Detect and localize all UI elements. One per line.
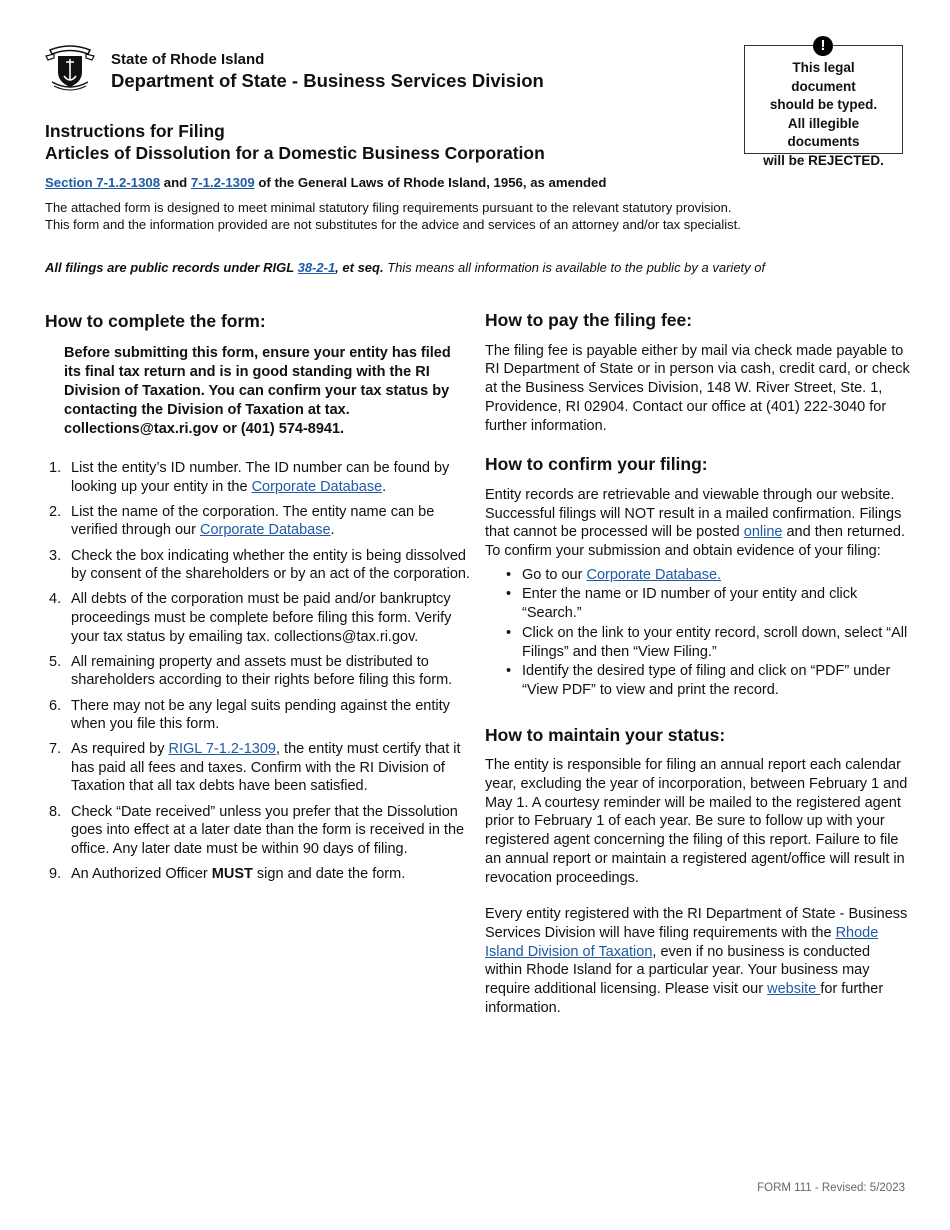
department-name: Department of State - Business Services Division bbox=[111, 70, 544, 91]
list-item: 5. All remaining property and assets must be distributed to shareholders according to their rights before filing this form. bbox=[49, 653, 453, 689]
page-title-line1: Instructions for Filing bbox=[45, 121, 225, 141]
list-item: • Enter the name or ID number of your entity and click “Search.” bbox=[506, 586, 858, 622]
rhode-island-seal-logo bbox=[44, 42, 96, 92]
confirm-steps-list bbox=[485, 566, 910, 700]
form-revision-footer: FORM 111 - Revised: 5/2023 bbox=[757, 1182, 905, 1194]
website-link[interactable]: website bbox=[767, 981, 821, 998]
filing-requirements-text: Every entity registered with the RI Department of State - Business Services Division will have filing requirements with the Rhode Island Division of Taxation, even if no business is conducted within Rhode Island for a particular year. Your business may require additional licensing. Please visit our website for further information. bbox=[485, 906, 908, 1016]
list-item: 8. Check “Date received” unless you prefer that the Dissolution goes into effect at a later date than the form is received in the office. Any later date must be within 90 days of filing. bbox=[49, 803, 465, 857]
statute-link-7-1-2-1309[interactable]: 7-1.2-1309 bbox=[190, 175, 255, 190]
complete-form-heading: How to complete the form: bbox=[45, 311, 266, 331]
statute-reference: Section 7-1.2-1308 and 7-1.2-1309 of the General Laws of Rhode Island, 1956, as amended bbox=[45, 175, 607, 190]
page-title-line2: Articles of Dissolution for a Domestic Business Corporation bbox=[45, 143, 545, 163]
list-item: • Go to our Corporate Database. bbox=[506, 566, 722, 583]
online-link[interactable]: online bbox=[743, 524, 783, 541]
statute-link-7-1-2-1308[interactable]: Section 7-1.2-1308 bbox=[45, 175, 161, 190]
confirm-filing-heading: How to confirm your filing: bbox=[485, 454, 708, 475]
disclaimer: The attached form is designed to meet minimal statutory filing requirements pursuant to the relevant statutory provision. This form and the information provided are not substitutes for the advice and services of an attorney and/or tax specialist. bbox=[45, 200, 741, 232]
list-item: • Identify the desired type of filing and click on “PDF” under “View PDF” to view and print the record. bbox=[506, 663, 891, 698]
maintain-status-text: The entity is responsible for filing an annual report each calendar year, excluding the year of incorporation, between February 1 and May 1. A courtesy reminder will be mailed to the registered agent prior to February 1 of each year. Be sure to follow up with your registered agent concerning the filing of this report. Failure to file an annual report or maintain a registered agent/office will result in revocation proceedings. bbox=[485, 757, 908, 886]
rigl-7-1-2-1309-link[interactable]: RIGL 7-1.2-1309 bbox=[168, 741, 276, 758]
list-item: • Click on the link to your entity record, scroll down, select “All Filings” and then “View Filing.” bbox=[506, 624, 908, 660]
typed-document-warning-box bbox=[744, 37, 903, 168]
corporate-database-link[interactable]: Corporate Database bbox=[199, 522, 331, 539]
list-item: 1. List the entity’s ID number. The ID number can be found by looking up your entity in the Corporate Database. bbox=[49, 460, 450, 495]
list-item: 2. List the name of the corporation. The entity name can be verified through our Corporate Database. bbox=[49, 503, 435, 539]
confirm-filing-text: Entity records are retrievable and viewable through our website. Successful filings will NOT result in a mailed confirmation. Filings that cannot be processed will be posted online and then returned. To confirm your submission and obtain evidence of your filing: bbox=[485, 486, 905, 560]
right-column bbox=[485, 311, 910, 1018]
complete-form-section bbox=[45, 311, 470, 890]
tax-status-note: Before submitting this form, ensure your entity has filed its final tax return and is in good standing with the RI Division of Taxation. You can confirm your tax status by contacting the Division of Taxation at tax. collections@tax.ri.gov or (401) 574-8941. bbox=[64, 345, 451, 437]
pay-fee-text: The filing fee is payable either by mail via check made payable to RI Department of State or in person via cash, credit card, or check at the Business Services Division, 148 W. River Street, Ste. 1, Providence, RI 02904. Contact our office at (401) 222-3040 for further information. bbox=[485, 342, 910, 434]
list-item: 3. Check the box indicating whether the entity is being dissolved by consent of the shareholders or by an act of the corporation. bbox=[49, 547, 470, 583]
exclamation-icon: ! bbox=[813, 36, 833, 56]
corporate-database-link[interactable]: Corporate Database bbox=[251, 478, 383, 495]
maintain-status-heading: How to maintain your status: bbox=[485, 724, 726, 745]
list-item: 9. An Authorized Officer MUST sign and date the form. bbox=[49, 866, 406, 883]
state-name: State of Rhode Island bbox=[111, 51, 265, 68]
list-item: 7. As required by RIGL 7-1.2-1309, the entity must certify that it has paid all fees and taxes. Confirm with the RI Division of Taxation that all tax debts have been satisfied. bbox=[49, 741, 461, 795]
corporate-database-link[interactable]: Corporate Database. bbox=[586, 566, 722, 583]
warning-text: This legal document should be typed. All illegible documents will be REJECTED. bbox=[763, 60, 884, 168]
ri-division-of-taxation-link[interactable]: Rhode Island Division of Taxation bbox=[485, 924, 879, 960]
pay-fee-heading: How to pay the filing fee: bbox=[485, 310, 693, 330]
steps-list bbox=[45, 459, 470, 884]
public-records-notice: All filings are public records under RIGL 38-2-1, et seq. This means all information is available to the public by a variety of bbox=[45, 260, 766, 275]
list-item: 4. All debts of the corporation must be paid and/or bankruptcy proceedings must be complete before filing this form. Verify your tax status by emailing tax. collections@tax.ri.gov. bbox=[49, 591, 452, 645]
rigl-38-2-1-link[interactable]: 38-2-1 bbox=[297, 260, 336, 275]
list-item: 6. There may not be any legal suits pending against the entity when you file this form. bbox=[49, 697, 450, 733]
